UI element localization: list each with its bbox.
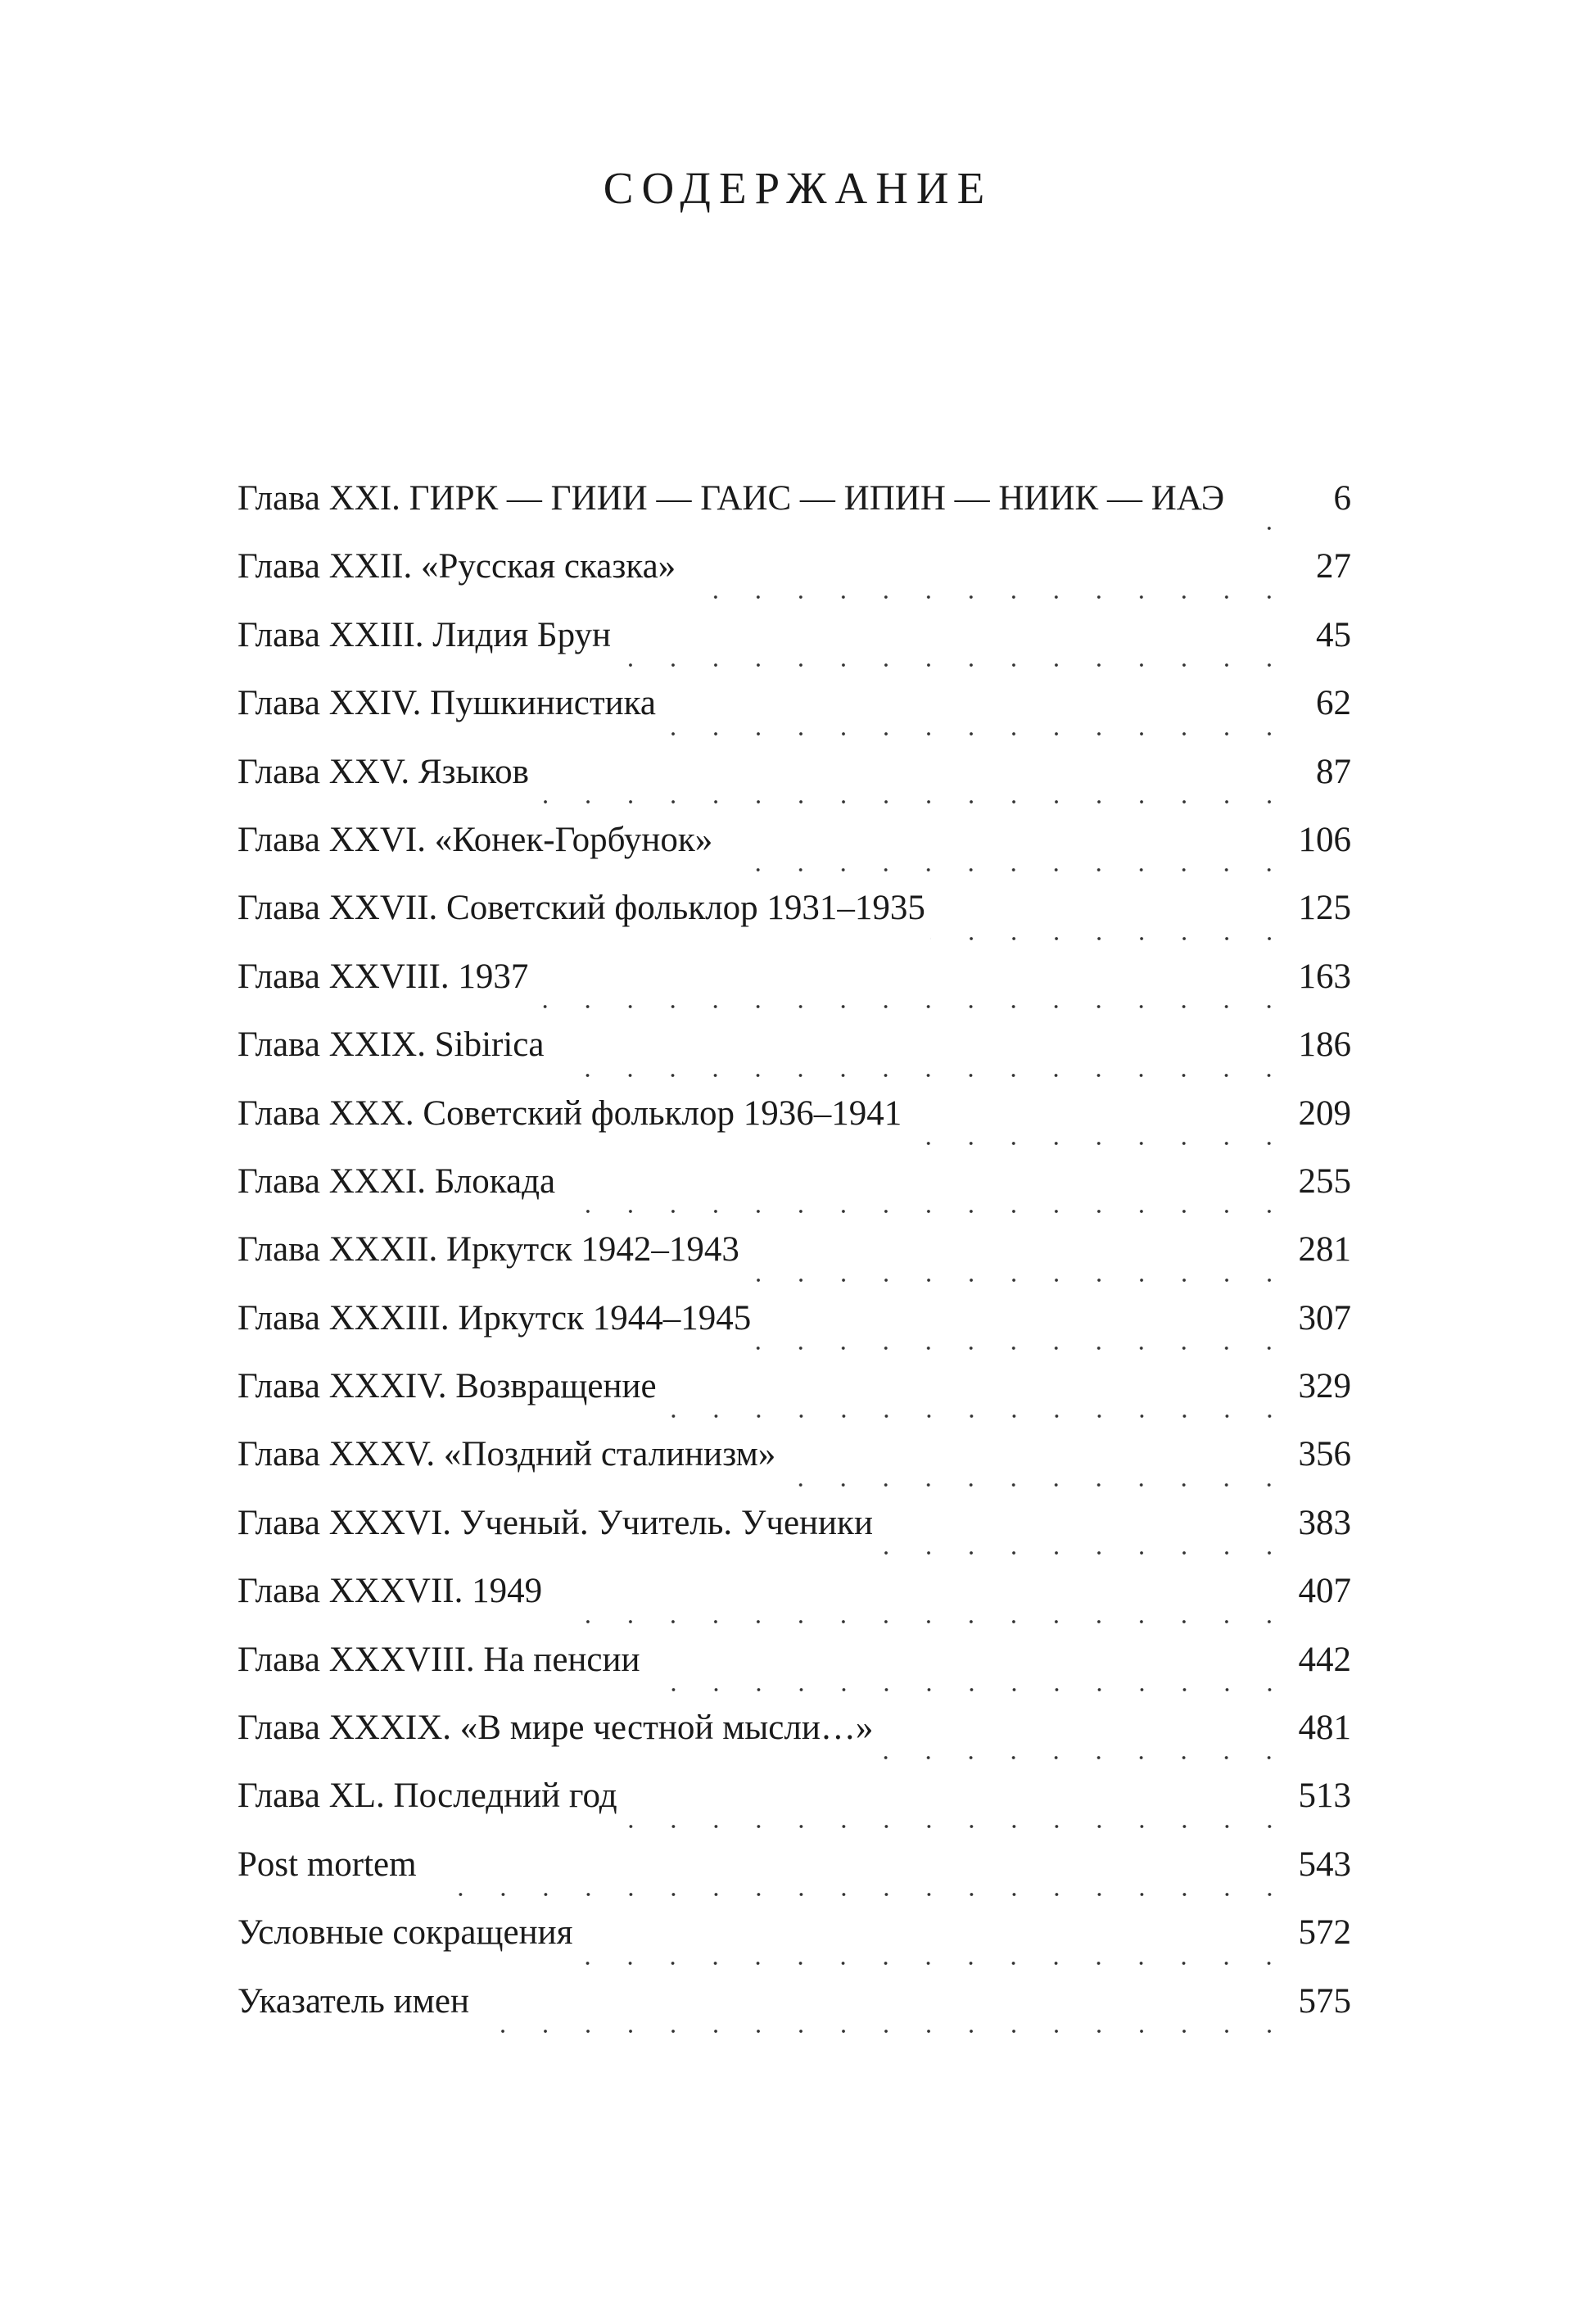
dot-leader (680, 576, 1291, 600)
toc-entry-label: Глава XXXIV. Возвращение (237, 1367, 657, 1406)
dot-leader (662, 1395, 1291, 1419)
dot-leader (645, 1668, 1291, 1693)
toc-entry-page: 27 (1316, 547, 1351, 586)
toc-entry-page: 186 (1298, 1025, 1351, 1065)
dot-leader (717, 849, 1291, 873)
dot-leader (533, 985, 1291, 1010)
dot-leader (878, 1532, 1291, 1556)
toc-entry-label: Глава XXIX. Sibirica (237, 1025, 545, 1065)
toc-entry-page: 125 (1298, 889, 1351, 928)
toc-entry-label: Глава XXXVI. Ученый. Учитель. Ученики (237, 1503, 873, 1542)
toc-entry-page: 481 (1298, 1709, 1351, 1748)
toc-entry-page: 255 (1298, 1161, 1351, 1201)
toc-entry[interactable] (237, 1093, 1351, 1161)
toc-entry-label: Глава XXIII. Лидия Брун (237, 615, 612, 654)
toc-entry[interactable] (237, 546, 1351, 614)
toc-entry-label: Глава XXXV. «Поздний сталинизм» (237, 1435, 776, 1474)
toc-entry-label: Глава XXXIII. Иркутск 1944–1945 (237, 1298, 752, 1338)
toc-entry-page: 572 (1298, 1913, 1351, 1953)
toc-entry-page: 543 (1298, 1844, 1351, 1884)
dot-leader (1229, 507, 1291, 532)
toc-entry-page: 513 (1298, 1777, 1351, 1816)
toc-entry-page: 575 (1298, 1981, 1351, 2021)
dot-leader (616, 644, 1291, 668)
toc-entry[interactable] (237, 1025, 1351, 1093)
toc-entry[interactable] (237, 1161, 1351, 1229)
toc-entry[interactable] (237, 1434, 1351, 1502)
toc-entry[interactable] (237, 1708, 1351, 1776)
dot-leader (577, 1942, 1291, 1967)
page-title: СОДЕРЖАНИЕ (603, 163, 993, 213)
toc-entry-label: Глава XXXI. Блокада (237, 1161, 556, 1201)
toc-entry-page: 163 (1298, 957, 1351, 996)
dot-leader (422, 1873, 1291, 1898)
toc-entry[interactable] (237, 1640, 1351, 1708)
dot-leader (547, 1600, 1291, 1625)
toc-entry-page: 383 (1298, 1503, 1351, 1542)
dot-leader (744, 1259, 1291, 1283)
toc-entry-page: 45 (1316, 615, 1351, 654)
dot-leader (549, 1054, 1291, 1079)
dot-leader (622, 1805, 1291, 1830)
dot-leader (661, 713, 1291, 737)
toc-entry-page: 329 (1298, 1367, 1351, 1406)
toc-entry-label: Глава XXXII. Иркутск 1942–1943 (237, 1230, 739, 1270)
toc-entry[interactable] (237, 615, 1351, 683)
toc-entry[interactable] (237, 1229, 1351, 1297)
toc-entry-label: Глава XXVIII. 1937 (237, 957, 529, 996)
dot-leader (474, 2010, 1291, 2035)
toc-entry-label: Глава XXI. ГИРК — ГИИИ — ГАИС — ИПИН — НИИК — ИАЭ (237, 479, 1225, 518)
dot-leader (756, 1327, 1291, 1351)
toc-entry-label: Глава XXX. Советский фольклор 1936–1941 (237, 1093, 902, 1133)
toc-entry-label: Глава XL. Последний год (237, 1777, 617, 1816)
toc-entry-label: Указатель имен (237, 1981, 469, 2021)
toc-entry-label: Глава XXXVII. 1949 (237, 1572, 543, 1611)
toc-entry-page: 442 (1298, 1640, 1351, 1679)
toc-entry-page: 281 (1298, 1230, 1351, 1270)
toc-entry[interactable] (237, 683, 1351, 751)
toc-entry-label: Условные сокращения (237, 1913, 573, 1953)
toc-entry-page: 62 (1316, 684, 1351, 723)
toc-entry-page: 209 (1298, 1093, 1351, 1133)
toc-entry-label: Глава XXXIX. «В мире честной мысли…» (237, 1709, 874, 1748)
toc-entry[interactable] (237, 1844, 1351, 1912)
toc-entry[interactable] (237, 1298, 1351, 1366)
table-of-contents (237, 478, 1351, 2049)
toc-entry-page: 307 (1298, 1298, 1351, 1338)
toc-entry-page: 87 (1316, 752, 1351, 791)
toc-entry-label: Глава XXXVIII. На пенсии (237, 1640, 640, 1679)
toc-entry[interactable] (237, 1981, 1351, 2049)
toc-entry-label: Глава XXIV. Пушкинистика (237, 684, 656, 723)
toc-entry[interactable] (237, 820, 1351, 888)
dot-leader (878, 1736, 1291, 1761)
dot-leader (907, 1122, 1291, 1147)
toc-entry[interactable] (237, 888, 1351, 956)
toc-entry-label: Глава XXV. Языков (237, 752, 529, 791)
toc-entry[interactable] (237, 752, 1351, 820)
toc-entry-page: 356 (1298, 1435, 1351, 1474)
toc-entry[interactable] (237, 1776, 1351, 1844)
toc-entry[interactable] (237, 478, 1351, 546)
dot-leader (780, 1464, 1291, 1488)
toc-entry-label: Глава XXVII. Советский фольклор 1931–1935 (237, 889, 925, 928)
toc-entry[interactable] (237, 1503, 1351, 1571)
dot-leader (560, 1190, 1291, 1215)
dot-leader (534, 781, 1291, 805)
toc-entry-page: 407 (1298, 1572, 1351, 1611)
toc-entry-label: Post mortem (237, 1844, 417, 1884)
toc-entry-label: Глава XXII. «Русская сказка» (237, 547, 676, 586)
toc-entry[interactable] (237, 1571, 1351, 1639)
toc-entry[interactable] (237, 1366, 1351, 1434)
toc-entry[interactable] (237, 957, 1351, 1025)
toc-entry[interactable] (237, 1912, 1351, 1980)
toc-entry-label: Глава XXVI. «Конек-Горбунок» (237, 820, 713, 859)
toc-entry-page: 6 (1333, 479, 1351, 518)
toc-entry-page: 106 (1298, 820, 1351, 859)
dot-leader (930, 917, 1291, 942)
